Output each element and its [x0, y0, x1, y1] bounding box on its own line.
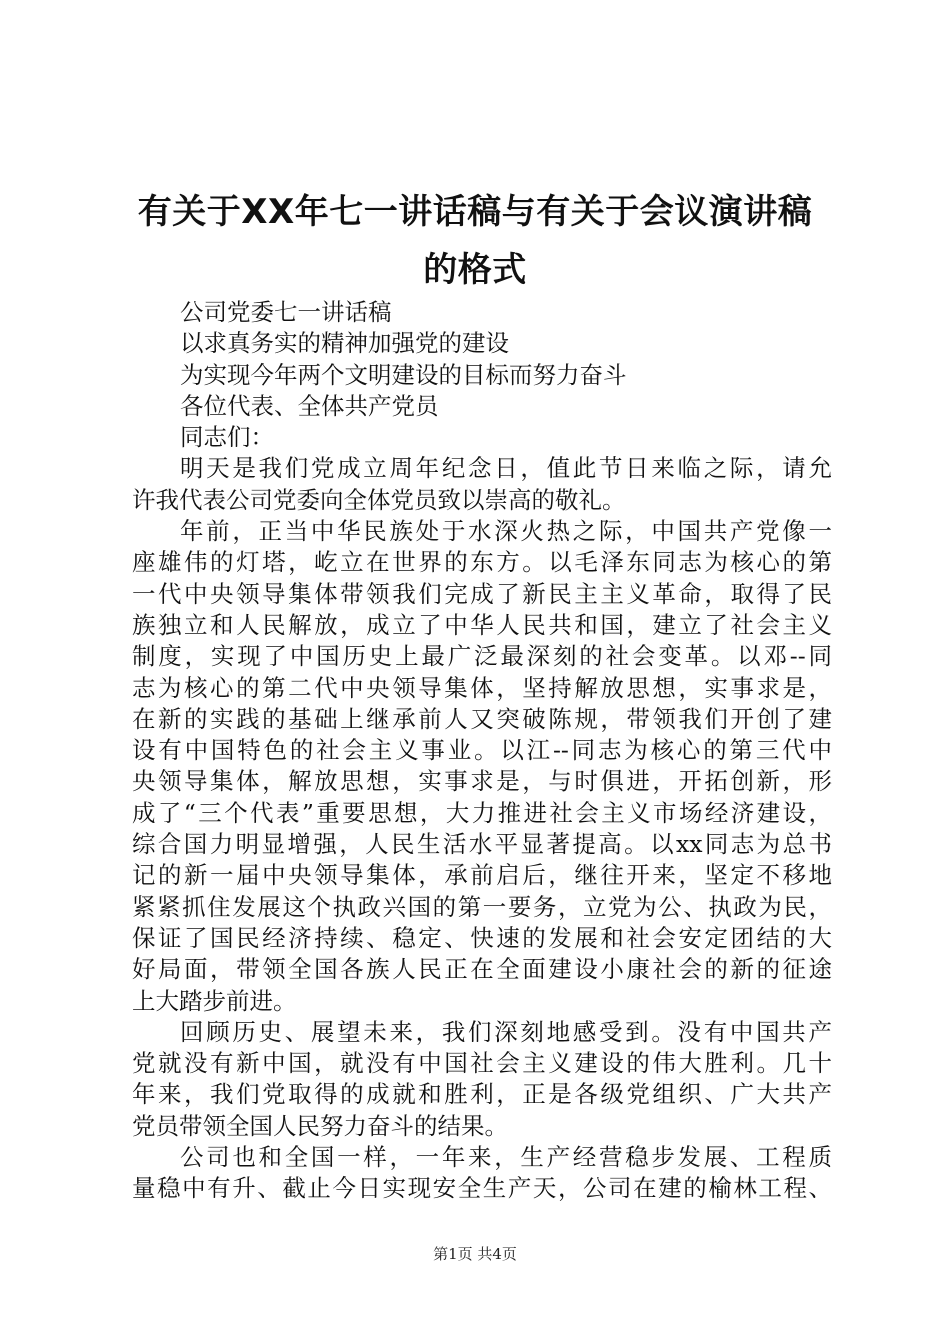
paragraph-line: 保证了国民经济持续、稳定、快速的发展和社会安定团结的大	[132, 923, 832, 952]
document-title	[120, 183, 830, 299]
paragraph-line: 综合国力明显增强，人民生活水平显著提高。以xx同志为总书	[132, 830, 832, 859]
title-line-1: 有关于XX年七一讲话稿与有关于会议演讲稿	[137, 192, 813, 232]
paragraph-line: 好局面，带领全国各族人民正在全面建设小康社会的新的征途	[132, 955, 832, 984]
paragraph-line: 回顾历史、展望未来，我们深刻地感受到。没有中国共产	[180, 1017, 832, 1046]
paragraph-line: 制度，实现了中国历史上最广泛最深刻的社会变革。以邓--同	[132, 642, 832, 671]
heading-line: 以求真务实的精神加强党的建设	[180, 329, 509, 358]
paragraph-line: 一代中央领导集体带领我们完成了新民主主义革命，取得了民	[132, 579, 832, 608]
title-line-2: 的格式	[423, 250, 527, 290]
paragraph-line: 明天是我们党成立周年纪念日，值此节日来临之际，请允	[180, 454, 832, 483]
heading-line: 为实现今年两个文明建设的目标而努力奋斗	[180, 360, 627, 389]
paragraph-line: 量稳中有升、截止今日实现安全生产天，公司在建的榆林工程、	[132, 1174, 832, 1203]
paragraph-line: 族独立和人民解放，成立了中华人民共和国，建立了社会主义	[132, 610, 832, 639]
paragraph-line: 志为核心的第二代中央领导集体，坚持解放思想，实事求是，	[132, 673, 832, 702]
paragraph-line: 成了“三个代表”重要思想，大力推进社会主义市场经济建设，	[132, 798, 832, 827]
paragraph-line: 设有中国特色的社会主义事业。以江--同志为核心的第三代中	[132, 736, 832, 765]
paragraph-line: 紧紧抓住发展这个执政兴国的第一要务，立党为公、执政为民，	[132, 892, 832, 921]
paragraph-line: 公司也和全国一样，一年来，生产经营稳步发展、工程质	[180, 1143, 832, 1172]
page-number-footer: 第1页 共4页	[433, 1245, 517, 1263]
paragraph-line: 年来，我们党取得的成就和胜利，正是各级党组织、广大共产	[132, 1080, 832, 1109]
paragraph-line: 许我代表公司党委向全体党员致以崇高的敬礼。	[132, 485, 626, 514]
salutation-line: 各位代表、全体共产党员	[180, 391, 439, 420]
paragraph-line: 党员带领全国人民努力奋斗的结果。	[132, 1111, 508, 1140]
paragraph-line: 年前，正当中华民族处于水深火热之际，中国共产党像一	[180, 517, 832, 546]
paragraph-line: 央领导集体，解放思想，实事求是，与时俱进，开拓创新，形	[132, 767, 832, 796]
document-body	[132, 297, 832, 1205]
salutation-line: 同志们：	[180, 423, 274, 452]
paragraph-line: 在新的实践的基础上继承前人又突破陈规，带领我们开创了建	[132, 704, 832, 733]
paragraph-line: 记的新一届中央领导集体，承前启后，继往开来，坚定不移地	[132, 861, 832, 890]
paragraph-line: 上大踏步前进。	[132, 986, 297, 1015]
paragraph-line: 座雄伟的灯塔，屹立在世界的东方。以毛泽东同志为核心的第	[132, 548, 832, 577]
paragraph-line: 党就没有新中国，就没有中国社会主义建设的伟大胜利。几十	[132, 1049, 832, 1078]
heading-line: 公司党委七一讲话稿	[180, 298, 392, 326]
